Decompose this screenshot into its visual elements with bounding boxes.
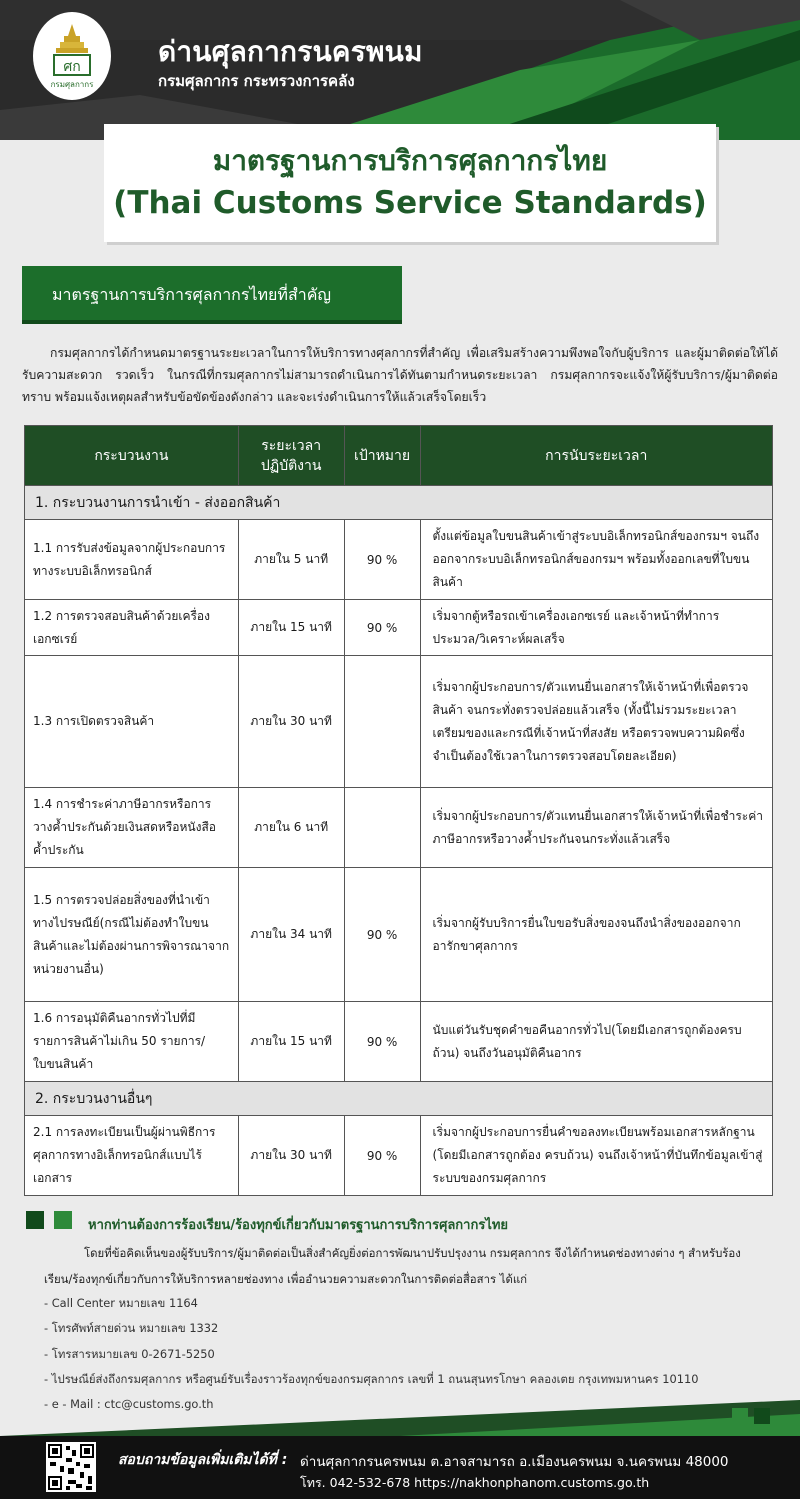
- complaint-channels: [44, 1291, 699, 1417]
- page-title-english: (Thai Customs Service Standards): [113, 185, 707, 221]
- target-cell: 90 %: [344, 868, 420, 1002]
- customs-logo: [33, 12, 111, 100]
- group-label: 2. กระบวนงานอื่นๆ: [25, 1082, 773, 1116]
- footer-address: ด่านศุลกากรนครพนม ต.อาจสามารถ อ.เมืองนครพนม จ.นครพนม 48000: [300, 1454, 729, 1470]
- counting-cell: เริ่มจากผู้ประกอบการ/ตัวแทนยื่นเอกสารให้เจ้าหน้าที่เพื่อชำระค่าภาษีอากรหรือวางค้ำประกันจนกระทั่งแล้วเสร็จ: [420, 788, 772, 868]
- table-header-row: [25, 426, 773, 486]
- target-cell: [344, 656, 420, 788]
- header-counting: การนับระยะเวลา: [420, 426, 772, 486]
- target-cell: 90 %: [344, 1002, 420, 1082]
- page-title-thai: มาตรฐานการบริการศุลกากรไทย: [212, 144, 608, 177]
- duration-cell: ภายใน 15 นาที: [238, 1002, 344, 1082]
- process-cell: 1.2 การตรวจสอบสินค้าด้วยเครื่องเอกซเรย์: [25, 600, 239, 656]
- complaint-body: โดยที่ข้อคิดเห็นของผู้รับบริการ/ผู้มาติดต่อเป็นสิ่งสำคัญยิ่งต่อการพัฒนาปรับปรุงงาน กรมศุลกากร จึงได้กำหนดช่องทางต่าง ๆ สำหรับร้องเรียน/ร้องทุกข์เกี่ยวกับการให้บริการหลายช่องทาง เพื่ออำนวยความสะดวกในการติดต่อสื่อสาร ได้แก่: [44, 1246, 741, 1286]
- target-cell: 90 %: [344, 600, 420, 656]
- duration-cell: ภายใน 34 นาที: [238, 868, 344, 1002]
- process-cell: 2.1 การลงทะเบียนเป็นผู้ผ่านพิธีการศุลกากรทางอิเล็กทรอนิกส์แบบไร้เอกสาร: [25, 1116, 239, 1196]
- table-row: [25, 868, 773, 1002]
- counting-cell: เริ่มจากผู้ประกอบการยื่นคำขอลงทะเบียนพร้อมเอกสารหลักฐาน (โดยมีเอกสารถูกต้อง ครบถ้วน) จนถึงเจ้าหน้าที่บันทึกข้อมูลเข้าสู่ระบบของกรมศุลกากร: [420, 1116, 772, 1196]
- footer-label: สอบถามข้อมูลเพิ่มเติมได้ที่ :: [118, 1452, 288, 1468]
- process-cell: 1.1 การรับส่งข้อมูลจากผู้ประกอบการทางระบบอิเล็กทรอนิกส์: [25, 520, 239, 600]
- process-cell: 1.5 การตรวจปล่อยสิ่งของที่นำเข้าทางไปรษณีย์(กรณีไม่ต้องทำใบขนสินค้าและไม่ต้องผ่านการพิจารณาจากหน่วยงานอื่น): [25, 868, 239, 1002]
- section-heading-banner: [22, 266, 402, 324]
- group-row-other: [25, 1082, 773, 1116]
- channel-post: - ไปรษณีย์ส่งถึงกรมศุลกากร หรือศูนย์รับเรื่องราวร้องทุกข์ของกรมศุลกากร เลขที่ 1 ถนนสุนทรโกษา คลองเตย กรุงเทพมหานคร 10110: [44, 1371, 699, 1386]
- intro-paragraph: กรมศุลกากรได้กำหนดมาตรฐานระยะเวลาในการให้บริการทางศุลกากรที่สำคัญ เพื่อเสริมสร้างความพึงพอใจกับผู้บริการ และผู้มาติดต่อให้ได้รับความสะดวก รวดเร็ว ในกรณีที่กรมศุลกากรไม่สามารถดำเนินการได้ทันตามกำหนดระยะเวลา กรมศุลกากรจะแจ้งให้ผู้รับบริการ/ผู้มาติดต่อทราบ พร้อมแจ้งเหตุผลสำหรับข้อขัดข้องดังกล่าว และจะเร่งดำเนินการให้แล้วเสร็จโดยเร็ว: [22, 346, 778, 404]
- footer-bar: [0, 1436, 800, 1499]
- footer-contact[interactable]: โทร. 042-532-678 https://nakhonphanom.customs.go.th: [300, 1475, 650, 1490]
- channel-email[interactable]: - e - Mail : ctc@customs.go.th: [44, 1397, 214, 1412]
- counting-cell: ตั้งแต่ข้อมูลใบขนสินค้าเข้าสู่ระบบอิเล็กทรอนิกส์ของกรมฯ จนถึงออกจากระบบอิเล็กทรอนิกส์ของกรมฯ พร้อมทั้งออกเลขที่ใบขนสินค้า: [420, 520, 772, 600]
- counting-cell: เริ่มจากผู้ประกอบการ/ตัวแทนยื่นเอกสารให้เจ้าหน้าที่เพื่อตรวจสินค้า จนกระทั่งตรวจปล่อยแล้วเสร็จ (ทั้งนี้ไม่รวมระยะเวลาเตรียมของและกรณีที่เจ้าหน้าที่สงสัย หรือตรวจพบความผิดซึ่งจำเป็นต้องใช้เวลาในการตรวจสอบโดยละเอียด): [420, 656, 772, 788]
- header-process: กระบวนงาน: [25, 426, 239, 486]
- table-row: [25, 520, 773, 600]
- duration-cell: ภายใน 5 นาที: [238, 520, 344, 600]
- counting-cell: เริ่มจากตู้หรือรถเข้าเครื่องเอกซเรย์ และเจ้าหน้าที่ทำการประมวล/วิเคราะห์ผลเสร็จ: [420, 600, 772, 656]
- decor-square-dark: [26, 1211, 44, 1229]
- duration-cell: ภายใน 15 นาที: [238, 600, 344, 656]
- process-cell: 1.3 การเปิดตรวจสินค้า: [25, 656, 239, 788]
- target-cell: 90 %: [344, 1116, 420, 1196]
- customs-emblem-icon: [50, 22, 94, 78]
- header-duration: [238, 426, 344, 486]
- header-duration-line1: ระยะเวลา: [261, 437, 322, 454]
- svg-text:ศก: ศก: [63, 59, 81, 75]
- qr-code-icon[interactable]: [46, 1442, 96, 1492]
- duration-cell: ภายใน 6 นาที: [238, 788, 344, 868]
- process-cell: 1.6 การอนุมัติคืนอากรทั่วไปที่มีรายการสินค้าไม่เกิน 50 รายการ/ใบขนสินค้า: [25, 1002, 239, 1082]
- channel-fax: - โทรสารหมายเลข 0-2671-5250: [44, 1346, 215, 1361]
- table-row: [25, 656, 773, 788]
- table-row: [25, 788, 773, 868]
- header-duration-line2: ปฏิบัติงาน: [260, 457, 322, 474]
- counting-cell: เริ่มจากผู้รับบริการยื่นใบขอรับสิ่งของจนถึงนำสิ่งของออกจากอารักขาศุลกากร: [420, 868, 772, 1002]
- process-cell: 1.4 การชำระค่าภาษีอากรหรือการวางค้ำประกันด้วยเงินสดหรือหนังสือค้ำประกัน: [25, 788, 239, 868]
- target-cell: [344, 788, 420, 868]
- group-row-import-export: [25, 486, 773, 520]
- service-standards-table: [24, 425, 773, 1196]
- duration-cell: ภายใน 30 นาที: [238, 1116, 344, 1196]
- channel-call-center: - Call Center หมายเลข 1164: [44, 1296, 198, 1310]
- counting-cell: นับแต่วันรับชุดคำขอคืนอากรทั่วไป(โดยมีเอกสารถูกต้องครบถ้วน) จนถึงวันอนุมัติคืนอากร: [420, 1002, 772, 1082]
- header-target: เป้าหมาย: [344, 426, 420, 486]
- decor-square-light: [54, 1211, 72, 1229]
- table-row: [25, 1002, 773, 1082]
- header-banner: [0, 0, 800, 140]
- page-title-box: [104, 124, 716, 242]
- table-row: [25, 600, 773, 656]
- office-title: ด่านศุลกากรนครพนม: [158, 35, 423, 68]
- duration-cell: ภายใน 30 นาที: [238, 656, 344, 788]
- office-subtitle: กรมศุลกากร กระทรวงการคลัง: [158, 72, 355, 90]
- target-cell: 90 %: [344, 520, 420, 600]
- channel-hotline: - โทรศัพท์สายด่วน หมายเลข 1332: [44, 1321, 219, 1336]
- group-label: 1. กระบวนงานการนำเข้า - ส่งออกสินค้า: [25, 486, 773, 520]
- complaint-title: หากท่านต้องการร้องเรียน/ร้องทุกข์เกี่ยวกับมาตรฐานการบริการศุลกากรไทย: [88, 1218, 509, 1233]
- table-row: [25, 1116, 773, 1196]
- section-heading: มาตรฐานการบริการศุลกากรไทยที่สำคัญ: [52, 285, 332, 304]
- footer-decoration: [0, 1400, 800, 1436]
- logo-caption: กรมศุลกากร: [50, 80, 94, 89]
